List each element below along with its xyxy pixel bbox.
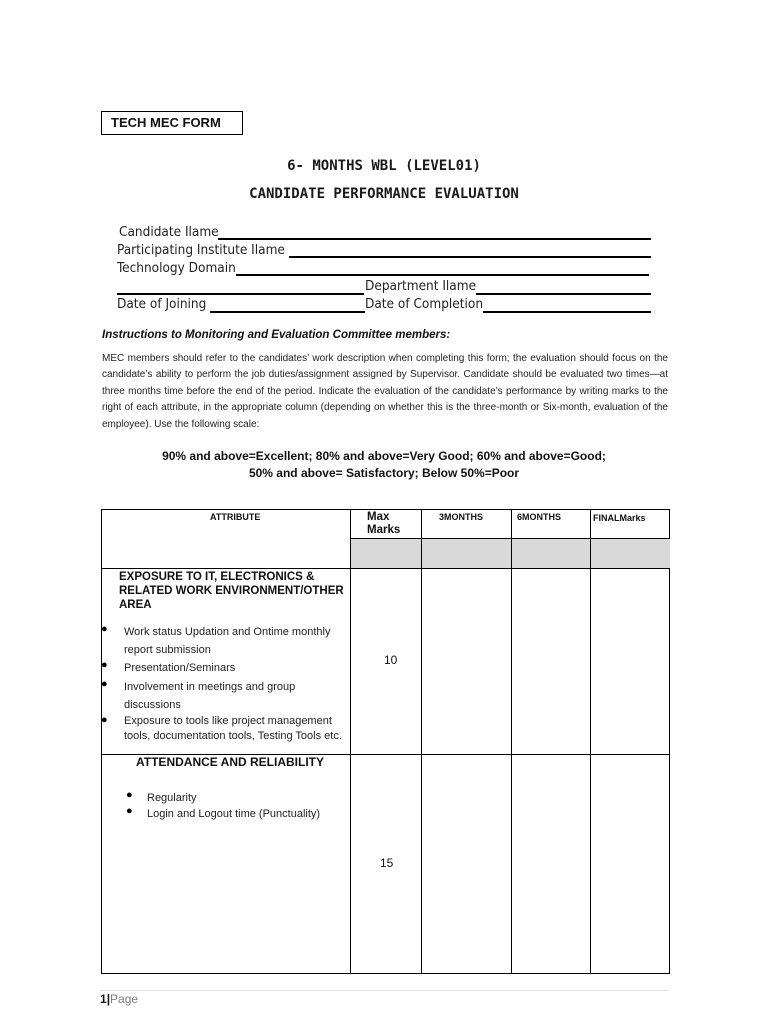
section-1-max-marks: 10 (384, 653, 398, 667)
list-item-continued: discussions (124, 699, 181, 711)
page-number: 1 (100, 992, 107, 1006)
header-max-marks-line2: Marks (367, 524, 401, 536)
list-item: Regularity (147, 792, 197, 804)
scale-line-1: 90% and above=Excellent; 80% and above=Very Good; 60% and above=Good; (162, 449, 606, 463)
list-item-continued: report submission (124, 644, 211, 656)
section-2-heading: ATTENDANCE AND RELIABILITY (136, 755, 324, 769)
section-1-heading-line3: AREA (119, 599, 152, 611)
list-item: Exposure to tools like project management (124, 715, 332, 727)
page-footer (100, 992, 138, 1006)
candidate-name-field[interactable] (218, 238, 651, 240)
evaluation-table (101, 509, 670, 974)
footer-divider (100, 990, 670, 991)
header-bottom-line (102, 568, 670, 569)
col-divider-6m (511, 510, 512, 974)
page-label: Page (110, 992, 139, 1006)
header-3-months: 3MONTHS (439, 512, 484, 522)
header-final-marks: FINALMarks (593, 513, 646, 523)
bullet-icon: ● (101, 659, 108, 671)
list-item: Presentation/Seminars (124, 662, 236, 674)
list-item: Work status Updation and Ontime monthly (124, 626, 331, 638)
date-of-completion-label: Date of Completion (365, 296, 484, 312)
header-shade (350, 538, 670, 568)
section-2-max-marks: 15 (380, 856, 394, 870)
date-of-joining-field[interactable] (210, 311, 365, 313)
instructions-body: MEC members should refer to the candidates’ work description when completing this form; the evaluation should focus on the candidate’s ability to perform the job duties/assignment assigned by Supervisor. Candidate should be evaluated two times—at three months time before the end of the period. Indicate the evaluation of the candidate’s performance by writing marks to the right of each attribute, in the appropriate column (depending on whether this is the three-month or Six-month, evaluation of the employee). Use the following scale: (102, 353, 668, 430)
technology-domain-label: Technology Domain (117, 260, 236, 276)
candidate-name-label: Candidate Ilame (119, 224, 219, 240)
pre-department-line[interactable] (117, 293, 364, 295)
instructions-heading: Instructions to Monitoring and Evaluation Committee members: (102, 329, 451, 341)
technology-domain-field[interactable] (236, 274, 649, 276)
scale-line-2: 50% and above= Satisfactory; Below 50%=Poor (248, 466, 520, 480)
form-title: 6- MONTHS WBL (LEVEL01) (287, 158, 481, 174)
col-divider-final (590, 510, 591, 974)
page-separator: | (106, 992, 111, 1006)
list-item-continued: tools, documentation tools, Testing Tools etc. (124, 730, 342, 742)
list-item: Login and Logout time (Punctuality) (147, 808, 321, 820)
bullet-icon: ● (101, 678, 108, 690)
header-attribute: ATTRIBUTE (210, 512, 261, 522)
department-name-label: Department Ilame (365, 278, 477, 294)
institute-name-label: Participating Institute Ilame (117, 242, 285, 258)
form-label-box: TECH MEC FORM (101, 111, 243, 135)
header-6-months: 6MONTHS (517, 512, 562, 522)
form-subtitle: CANDIDATE PERFORMANCE EVALUATION (249, 186, 519, 202)
bullet-icon: ● (126, 805, 133, 817)
date-of-completion-field[interactable] (483, 311, 651, 313)
bullet-icon: ● (126, 789, 133, 801)
col-divider-3m (421, 510, 422, 974)
institute-name-field[interactable] (289, 256, 651, 258)
department-name-field[interactable] (476, 293, 651, 295)
section-1-heading-line2: RELATED WORK ENVIRONMENT/OTHER (119, 585, 344, 597)
header-row-divider (350, 538, 670, 539)
date-of-joining-label: Date of Joining (117, 296, 207, 312)
bullet-icon: ● (101, 714, 108, 726)
section-1-heading-line1: EXPOSURE TO IT, ELECTRONICS & (119, 571, 315, 583)
col-divider-max (350, 510, 351, 974)
list-item: Involvement in meetings and group (124, 681, 296, 693)
bullet-icon: ● (101, 623, 108, 635)
header-max-marks-line1: Max (367, 511, 390, 523)
